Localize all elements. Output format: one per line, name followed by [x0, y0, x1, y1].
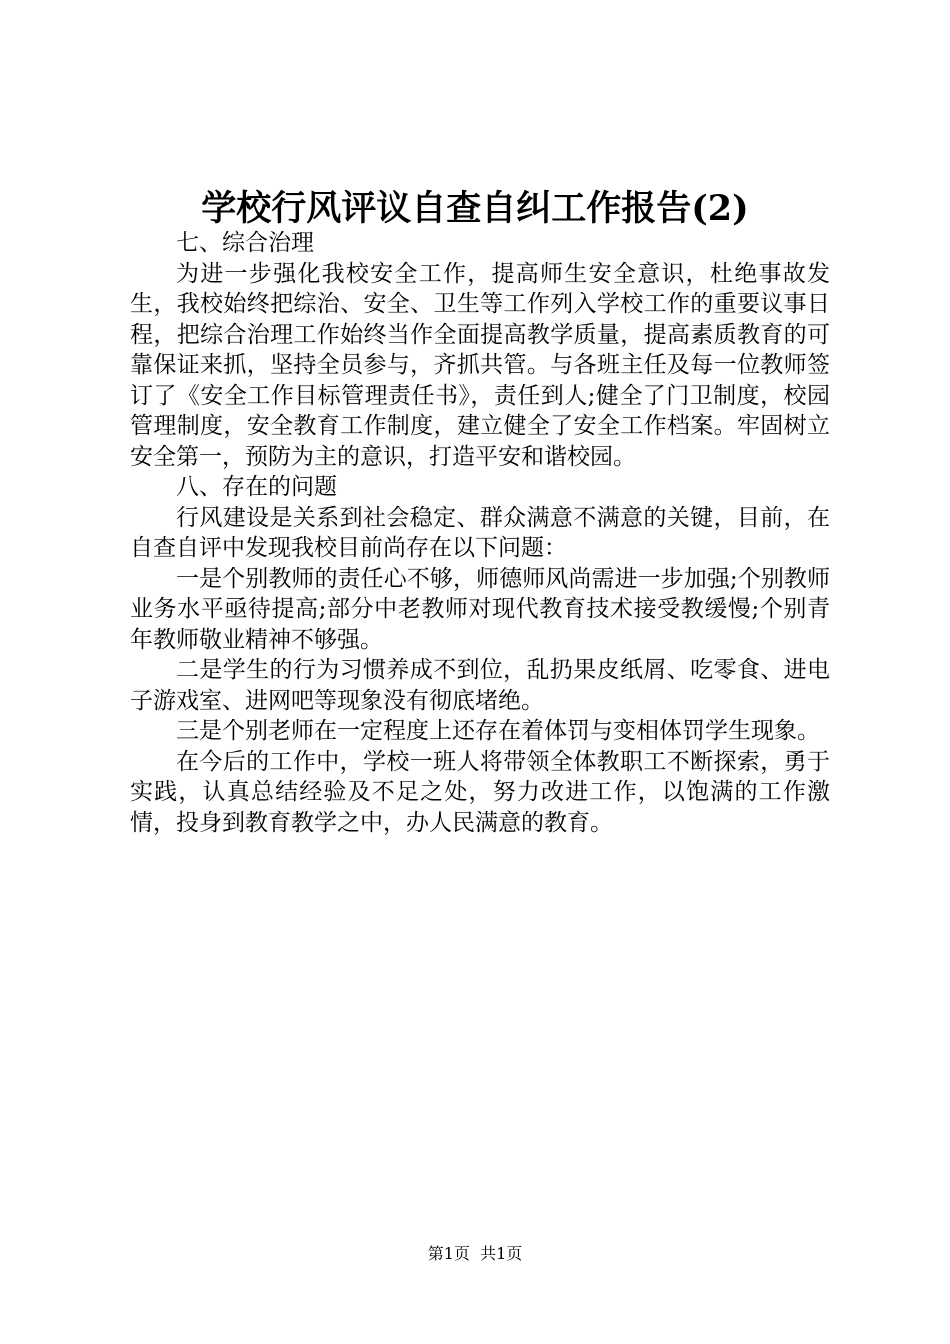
paragraph-problem-teachers: 一是个别教师的责任心不够，师德师风尚需进一步加强;个别教师业务水平亟待提高;部分中老教师对现代教育技术接受教缓慢;个别青年教师敬业精神不够强。 — [130, 565, 830, 653]
section-heading-comprehensive-governance: 七、综合治理 — [176, 230, 314, 256]
document-body — [130, 228, 830, 838]
page-footer: 第1页 共1页 — [427, 1244, 523, 1263]
section-heading-existing-problems: 八、存在的问题 — [176, 474, 337, 500]
paragraph-problems-intro: 行风建设是关系到社会稳定、群众满意不满意的关键，目前，在自查自评中发现我校目前尚存在以下问题： — [130, 504, 830, 561]
paragraph-problem-punishment: 三是个别老师在一定程度上还存在着体罚与变相体罚学生现象。 — [176, 718, 820, 744]
page-title: 学校行风评议自查自纠工作报告(2) — [201, 188, 749, 229]
paragraph-safety-work: 为进一步强化我校安全工作，提高师生安全意识，杜绝事故发生，我校始终把综治、安全、卫生等工作列入学校工作的重要议事日程，把综合治理工作始终当作全面提高教学质量，提高素质教育的可靠保证来抓，坚持全员参与，齐抓共管。与各班主任及每一位教师签订了《安全工作目标管理责任书》，责任到人;健全了门卫制度，校园管理制度，安全教育工作制度，建立健全了安全工作档案。牢固树立安全第一，预防为主的意识，打造平安和谐校园。 — [130, 260, 830, 470]
paragraph-conclusion: 在今后的工作中，学校一班人将带领全体教职工不断探索，勇于实践，认真总结经验及不足之处，努力改进工作，以饱满的工作激情，投身到教育教学之中，办人民满意的教育。 — [130, 748, 830, 836]
paragraph-problem-students: 二是学生的行为习惯养成不到位，乱扔果皮纸屑、吃零食、进电子游戏室、进网吧等现象没有彻底堵绝。 — [130, 657, 830, 714]
